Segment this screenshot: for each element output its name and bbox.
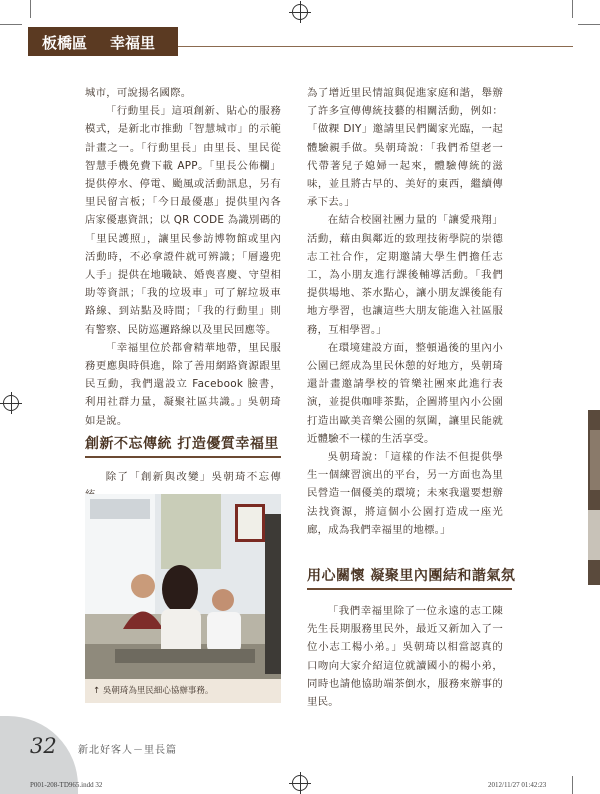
village-name: 幸福里 (110, 34, 156, 52)
crop-mark (0, 24, 22, 25)
section-title: 創新不忘傳統 打造優質幸福里 (85, 436, 279, 452)
crop-mark (572, 0, 573, 18)
paragraph: 為了增近里民情誼與促進家庭和諧，舉辦了許多宣傳傳統技藝的相關活動，例如：「做粿 DIY」邀請里民們闔家光臨，一起體驗親手做。吳朝琦說：「我們希望老一代帶著兒子媳婦一起來，體驗傳統的滋味，並且將古早的、美好的東西，繼續傳承下去。」 (307, 87, 503, 209)
section-title: 用心關懷 凝聚里內團結和諧氣氛 (307, 568, 516, 584)
page-number: 32 (30, 734, 57, 758)
header-divider (178, 46, 573, 47)
paragraph: 「行動里長」這項創新、貼心的服務模式，是新北市推動「智慧城市」的示範計畫之一。「行動里長」由里長、里民從智慧手機免費下載 APP。「里長公佈欄」提供停水、停電、颱風或活動訊息，另有里民留言板；「今日最優惠」提供里內各店家優惠資訊；以 QR CODE 為識別碼的「里民護照」，讓里民參訪博物館或里內活動時，不必拿證件就可辨識；「層邊兜人手」提供在地職缺、婚喪喜慶、守望相助等資訊；「我的垃圾車」可了解垃圾車路線、到站點及時間；「我的行動里」則有警察、民防巡邏路線以及里民回應等。 (85, 105, 281, 336)
right-column-text (307, 84, 503, 539)
paragraph: 在結合校園社團力量的「讓愛飛翔」活動，藉由與鄰近的致理技術學院的崇德志工社合作，定期邀請大學生們擔任志工，為小朋友進行課後輔導活動。「我們提供場地、茶水點心，讓小朋友課後能有地方學習，也讓這些大朋友能進入社區服務，互相學習。」 (307, 214, 503, 336)
village-office-photo (85, 494, 281, 679)
district-name: 板橋區 (42, 34, 88, 52)
paragraph: 城市，可說揚名國際。 (85, 87, 192, 99)
photo-caption: ↑ 吳朝琦為里民細心協辦事務。 (85, 679, 281, 703)
photo-illustration (85, 494, 281, 679)
adjacent-page-edge (588, 410, 600, 585)
print-timestamp: 2012/11/27 01:42:23 (488, 781, 547, 789)
crop-mark (572, 776, 573, 794)
registration-mark-icon (292, 4, 308, 20)
registration-mark-icon (292, 775, 308, 791)
section-divider (307, 588, 512, 590)
paragraph: 「幸福里位於都會精華地帶，里民服務更應與時俱進，除了善用網路資源跟里民互動，我們還設立 Facebook 臉書，利用社群力量，凝聚社區共識。」吳朝琦如是說。 (85, 341, 281, 427)
left-column-text (85, 84, 281, 430)
paragraph: 吳朝琦說：「這樣的作法不但提供學生一個練習演出的平台，另一方面也為里民營造一個優美的環境；未來我還要想辦法找資源，將這個小公園打造成一座光廊，成為我們幸福里的地標。」 (307, 451, 503, 536)
paragraph: 在環境建設方面，整頓過後的里內小公園已經成為里民休憩的好地方，吳朝琦還計畫邀請學校的管樂社團來此進行表演，並提供咖啡茶點，企圖將里內小公園打造出歐美音樂公園的氛圍，讓里民能就近體驗不一樣的生活享受。 (307, 341, 503, 445)
publication-name: 新北好客人－里長篇 (78, 745, 177, 756)
crop-mark (578, 24, 600, 25)
paragraph: 「我們幸福里除了一位永遠的志工陳先生長期服務里民外，最近又新加入了一位小志工楊小弟。」吳朝琦以相當認真的口吻向大家介紹這位就讀國小的楊小弟，同時也請他協助端茶倒水，服務來辦事的里民。 (307, 605, 503, 709)
section-divider (85, 456, 281, 458)
registration-mark-icon (3, 395, 19, 411)
crop-mark (30, 0, 31, 18)
file-slug: P001-208-TD965.indd 32 (30, 781, 103, 789)
section-header (28, 27, 178, 56)
paragraph: 除了「創新與改變」吳朝琦不忘傳 (105, 471, 281, 483)
